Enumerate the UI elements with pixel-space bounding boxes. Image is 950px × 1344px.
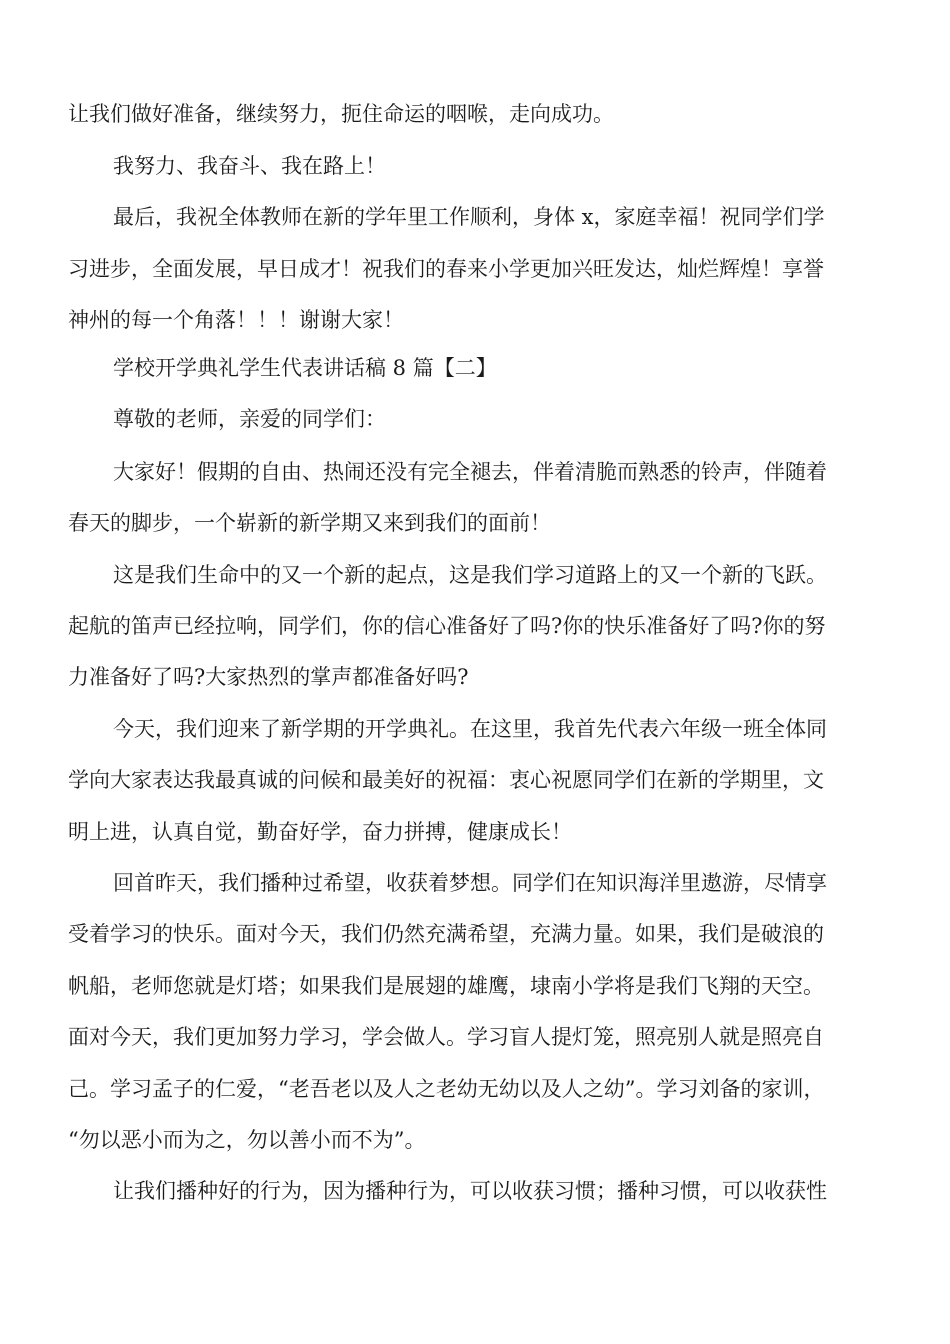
text-line: 让我们做好准备，继续努力，扼住命运的咽喉，走向成功。 — [68, 102, 614, 126]
text-line: 最后，我祝全体教师在新的学年里工作顺利，身体 x，家庭幸福！祝同学们学 — [113, 205, 825, 229]
text-line: 今天，我们迎来了新学期的开学典礼。在这里，我首先代表六年级一班全体同 — [113, 717, 827, 741]
text-line: 明上进，认真自觉，勤奋好学，奋力拼搏，健康成长！ — [68, 820, 572, 844]
salutation: 尊敬的老师，亲爱的同学们： — [113, 407, 386, 431]
text-line: “勿以恶小而为之，勿以善小而不为”。 — [68, 1128, 426, 1152]
text-line: 让我们播种好的行为，因为播种行为，可以收获习惯；播种习惯，可以收获性 — [113, 1179, 827, 1203]
text-line: 我努力、我奋斗、我在路上！ — [113, 154, 386, 178]
text-line: 春天的脚步，一个崭新的新学期又来到我们的面前！ — [68, 511, 551, 535]
text-line: 学向大家表达我最真诚的问候和最美好的祝福：衷心祝愿同学们在新的学期里，文 — [68, 768, 824, 792]
text-line: 起航的笛声已经拉响，同学们，你的信心准备好了吗?你的快乐准备好了吗?你的努 — [68, 614, 826, 638]
text-line: 大家好！假期的自由、热闹还没有完全褪去，伴着清脆而熟悉的铃声，伴随着 — [113, 460, 827, 484]
text-line: 神州的每一个角落！！！谢谢大家！ — [68, 308, 404, 332]
text-line: 受着学习的快乐。面对今天，我们仍然充满希望，充满力量。如果，我们是破浪的 — [68, 922, 824, 946]
text-line: 习进步，全面发展，早日成才！祝我们的春来小学更加兴旺发达，灿烂辉煌！享誉 — [68, 257, 824, 281]
text-line: 力准备好了吗?大家热烈的掌声都准备好吗? — [68, 665, 469, 689]
text-line: 己。学习孟子的仁爱，“老吾老以及人之老幼无幼以及人之幼”。学习刘备的家训， — [68, 1077, 825, 1101]
text-line: 回首昨天，我们播种过希望，收获着梦想。同学们在知识海洋里遨游，尽情享 — [113, 871, 827, 895]
text-line: 这是我们生命中的又一个新的起点，这是我们学习道路上的又一个新的飞跃。 — [113, 563, 827, 587]
text-line: 帆船，老师您就是灯塔；如果我们是展翅的雄鹰，埭南小学将是我们飞翔的天空。 — [68, 974, 824, 998]
text-line: 面对今天，我们更加努力学习，学会做人。学习盲人提灯笼，照亮别人就是照亮自 — [68, 1025, 824, 1049]
section-heading: 学校开学典礼学生代表讲话稿 8 篇【二】 — [113, 356, 497, 380]
